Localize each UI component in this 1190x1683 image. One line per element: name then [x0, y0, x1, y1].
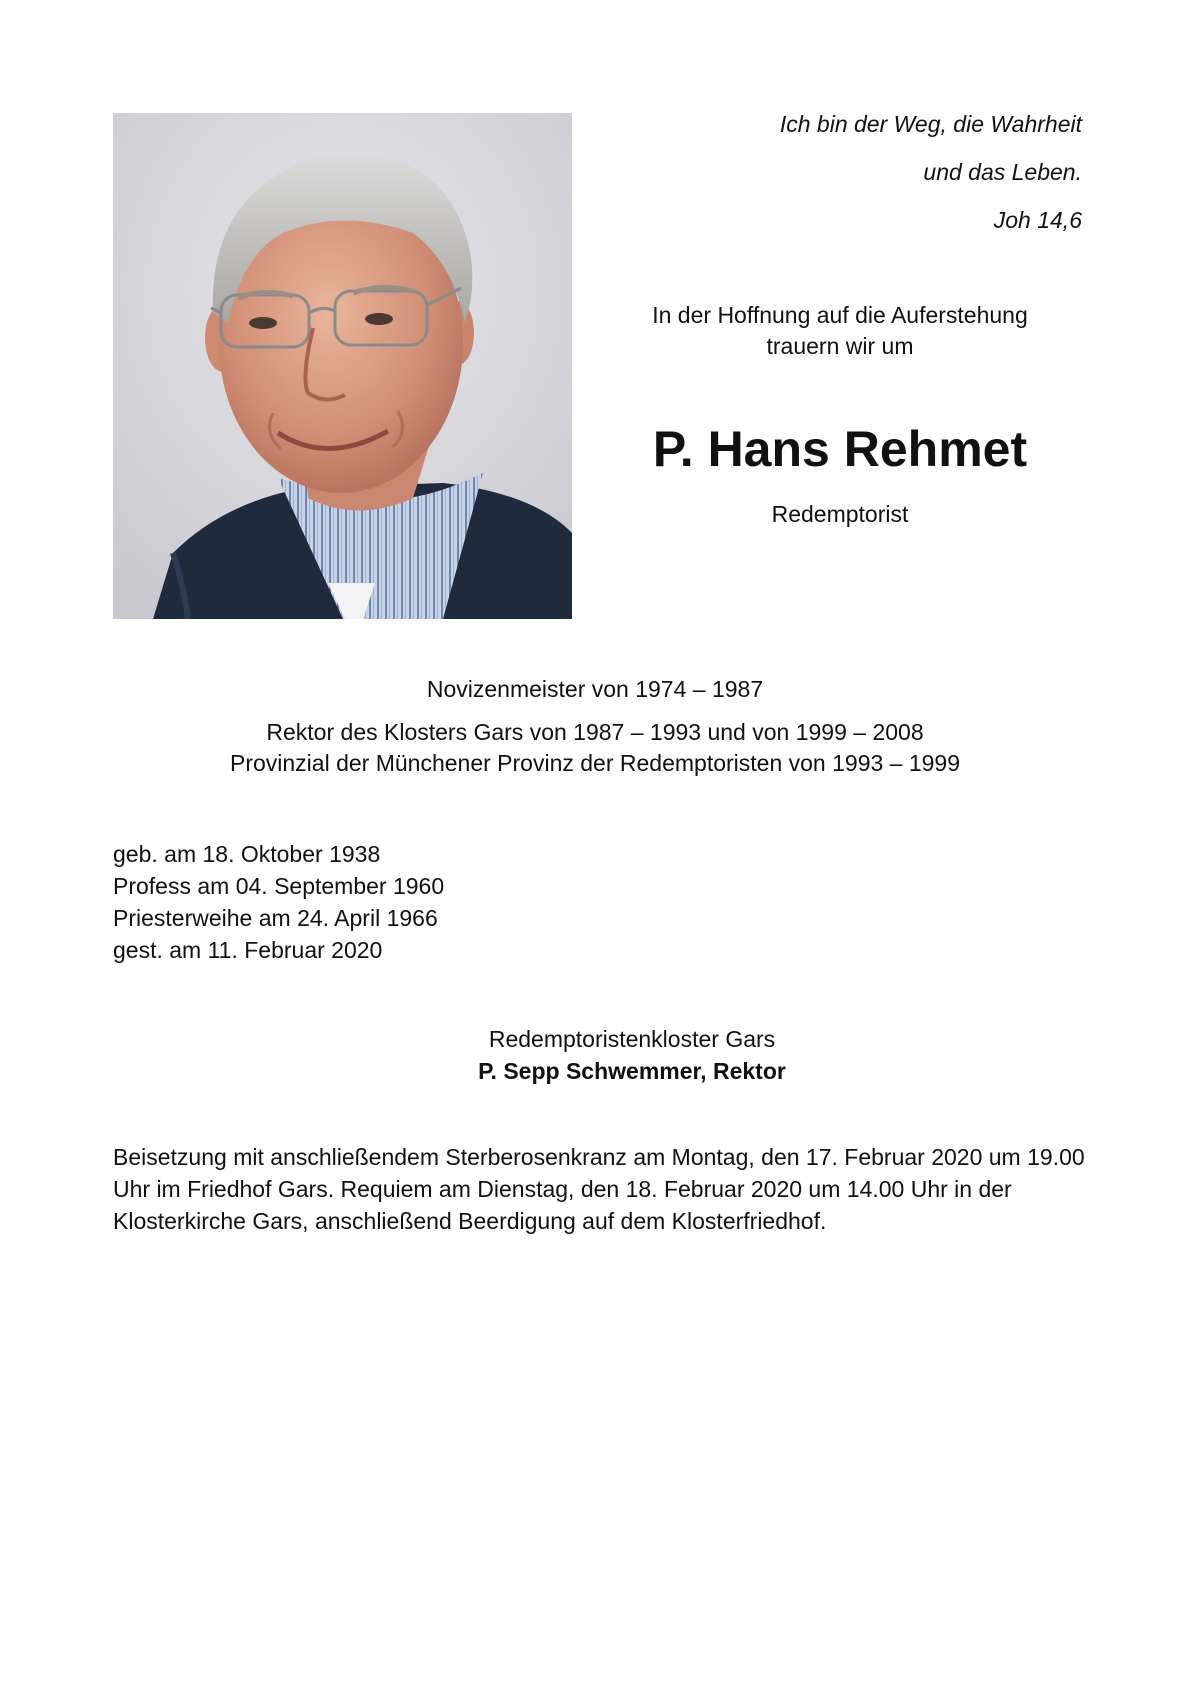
portrait-image: [113, 113, 572, 619]
bible-verse: [640, 112, 1082, 256]
date-item: Profess am 04. September 1960: [113, 873, 445, 899]
burial-notice: Beisetzung mit anschließendem Sterberosenkranz am Montag, den 17. Februar 2020 um 19.00 Uhr im Friedhof Gars. Requiem am Dienstag, den 18. Februar 2020 um 14.00 Uhr in der Klosterkirche Gars, anschließend Beerdigung auf dem Klosterfriedhof.: [113, 1144, 1085, 1234]
life-dates: [113, 838, 444, 966]
deceased-name: P. Hans Rehmet: [652, 421, 1028, 477]
verse-reference: Joh 14,6: [993, 207, 1082, 233]
intro-line-2: trauern wir um: [766, 333, 914, 359]
office-item: Rektor des Klosters Gars von 1987 – 1993 und von 1999 – 2008: [266, 719, 924, 745]
signature-institution: Redemptoristenkloster Gars: [488, 1026, 776, 1052]
intro-line-1: In der Hoffnung auf die Auferstehung: [652, 302, 1028, 328]
portrait-photo: [113, 113, 572, 619]
signature-block: [0, 1023, 1190, 1087]
offices-list: [0, 674, 1190, 779]
verse-line-2: und das Leben.: [923, 159, 1082, 185]
signature-person: P. Sepp Schwemmer, Rektor: [478, 1058, 786, 1084]
intro-text: [620, 300, 1060, 362]
office-item: Provinzial der Münchener Provinz der Redemptoristen von 1993 – 1999: [229, 750, 961, 776]
date-item: Priesterweihe am 24. April 1966: [113, 905, 438, 931]
date-item: geb. am 18. Oktober 1938: [113, 841, 381, 867]
office-item: Novizenmeister von 1974 – 1987: [426, 676, 764, 702]
religious-order: Redemptorist: [771, 501, 909, 527]
verse-line-1: Ich bin der Weg, die Wahrheit: [779, 111, 1082, 137]
date-item: gest. am 11. Februar 2020: [113, 937, 383, 963]
